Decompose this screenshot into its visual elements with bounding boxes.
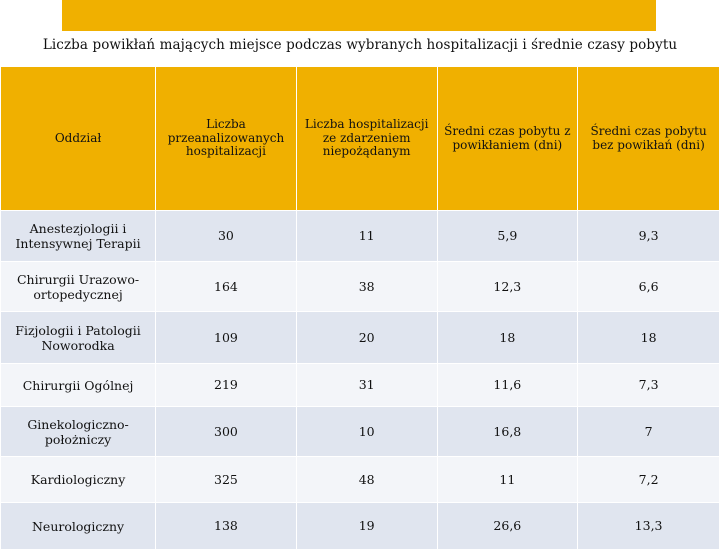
cell-stay-with: 16,8 xyxy=(437,407,578,457)
header-stay-with-complication: Średni czas pobytu z powikłaniem (dni) xyxy=(437,67,578,211)
cell-stay-without: 7,3 xyxy=(578,364,720,407)
cell-adverse: 10 xyxy=(296,407,437,457)
cell-stay-without: 7 xyxy=(578,407,720,457)
table-row xyxy=(1,457,720,503)
cell-department: Chirurgii Ogólnej xyxy=(1,364,156,407)
table-header-row xyxy=(1,67,720,211)
cell-adverse: 38 xyxy=(296,262,437,312)
cell-analyzed: 325 xyxy=(156,457,297,503)
cell-stay-with: 26,6 xyxy=(437,503,578,550)
table-row xyxy=(1,262,720,312)
cell-stay-with: 5,9 xyxy=(437,211,578,262)
cell-department: Anestezjologii i Intensywnej Terapii xyxy=(1,211,156,262)
cell-analyzed: 30 xyxy=(156,211,297,262)
cell-department: Neurologiczny xyxy=(1,503,156,550)
cell-department: Kardiologiczny xyxy=(1,457,156,503)
complications-table xyxy=(0,66,720,550)
cell-department: Fizjologii i Patologii Noworodka xyxy=(1,312,156,364)
slide-title: Liczba powikłań mających miejsce podczas wybranych hospitalizacji i średnie czasy pobytu xyxy=(42,37,678,53)
cell-analyzed: 300 xyxy=(156,407,297,457)
table-row xyxy=(1,407,720,457)
cell-department: Chirurgii Urazowo-ortopedycznej xyxy=(1,262,156,312)
cell-department: Ginekologiczno-położniczy xyxy=(1,407,156,457)
cell-adverse: 31 xyxy=(296,364,437,407)
header-stay-without-complication: Średni czas pobytu bez powikłań (dni) xyxy=(578,67,720,211)
cell-stay-without: 18 xyxy=(578,312,720,364)
cell-analyzed: 109 xyxy=(156,312,297,364)
table-row xyxy=(1,312,720,364)
table-row xyxy=(1,211,720,262)
header-department: Oddział xyxy=(1,67,156,211)
cell-stay-without: 13,3 xyxy=(578,503,720,550)
header-accent-bar xyxy=(62,0,656,31)
table-row xyxy=(1,364,720,407)
cell-analyzed: 219 xyxy=(156,364,297,407)
cell-stay-with: 11,6 xyxy=(437,364,578,407)
cell-adverse: 20 xyxy=(296,312,437,364)
cell-stay-without: 7,2 xyxy=(578,457,720,503)
cell-stay-without: 6,6 xyxy=(578,262,720,312)
cell-stay-with: 11 xyxy=(437,457,578,503)
table-row xyxy=(1,503,720,550)
cell-stay-with: 12,3 xyxy=(437,262,578,312)
cell-adverse: 19 xyxy=(296,503,437,550)
header-analyzed-count: Liczba przeanalizowanych hospitalizacji xyxy=(156,67,297,211)
cell-analyzed: 138 xyxy=(156,503,297,550)
cell-analyzed: 164 xyxy=(156,262,297,312)
data-table-container xyxy=(0,66,720,540)
cell-adverse: 11 xyxy=(296,211,437,262)
cell-stay-with: 18 xyxy=(437,312,578,364)
cell-adverse: 48 xyxy=(296,457,437,503)
cell-stay-without: 9,3 xyxy=(578,211,720,262)
header-adverse-event-count: Liczba hospitalizacji ze zdarzeniem niepożądanym xyxy=(296,67,437,211)
